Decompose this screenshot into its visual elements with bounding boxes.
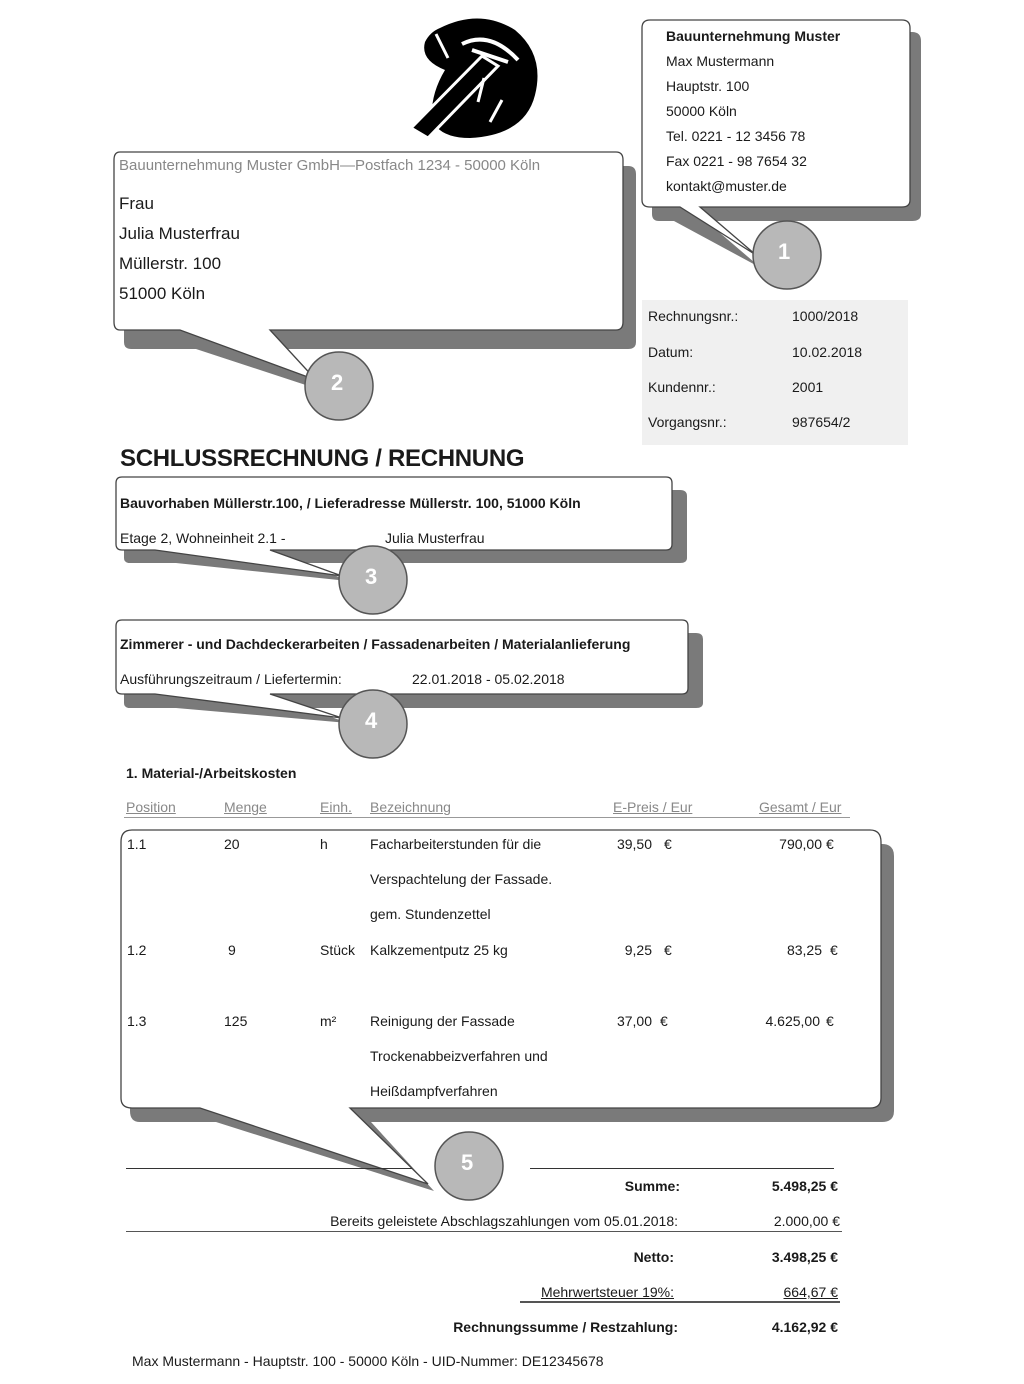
total-label-grand-total: Rechnungssumme / Restzahlung:	[453, 1319, 678, 1335]
row-description-line: Facharbeiterstunden für die	[370, 836, 542, 852]
meta-value-date: 10.02.2018	[792, 344, 863, 360]
callout-number-5: 5	[461, 1150, 474, 1175]
header-unit-price: E-Preis / Eur	[613, 799, 693, 815]
totals-divider-right	[530, 1168, 834, 1169]
project-line-1: Bauvorhaben Müllerstr.100, / Lieferadresse Müllerstr. 100, 51000 Köln	[120, 495, 581, 511]
row-total-currency: €	[826, 836, 834, 852]
sender-city: 50000 Köln	[666, 103, 737, 119]
total-value-vat: 664,67 €	[783, 1284, 838, 1300]
row-unit-price: 9,25	[624, 942, 652, 958]
header-description: Bezeichnung	[370, 799, 451, 815]
page-title: SCHLUSSRECHNUNG / RECHNUNG	[120, 445, 525, 472]
row-unit-price-currency: €	[664, 836, 672, 852]
meta-value-process-number: 987654/2	[792, 414, 851, 430]
total-value-advance-payment: 2.000,00 €	[773, 1213, 840, 1229]
recipient-salutation: Frau	[119, 194, 154, 213]
total-value-grand-total: 4.162,92 €	[771, 1319, 838, 1335]
work-line-2b: 22.01.2018 - 05.02.2018	[412, 671, 565, 687]
totals-divider-left	[126, 1168, 412, 1169]
row-total-currency: €	[830, 942, 838, 958]
row-unit: m²	[320, 1013, 337, 1029]
total-label-vat: Mehrwertsteuer 19%:	[540, 1284, 674, 1300]
sender-info	[666, 24, 840, 199]
meta-value-customer-number: 2001	[792, 379, 824, 395]
row-position: 1.3	[127, 1013, 147, 1029]
row-quantity: 125	[224, 1013, 248, 1029]
row-description-line: Verspachtelung der Fassade.	[370, 871, 553, 887]
row-total: 4.625,00	[765, 1013, 820, 1029]
row-unit-price-currency: €	[660, 1013, 668, 1029]
meta-label-customer-number: Kundennr.:	[648, 379, 716, 395]
callout-number-2: 2	[331, 370, 344, 395]
header-total: Gesamt / Eur	[759, 799, 842, 815]
row-unit-price-currency: €	[664, 942, 672, 958]
row-description-line: Trockenabbeizverfahren und	[370, 1048, 548, 1064]
return-address: Bauunternehmung Muster GmbH—Postfach 1234 - 50000 Köln	[119, 157, 541, 174]
total-label-advance-payment: Bereits geleistete Abschlagszahlungen vom 05.01.2018:	[330, 1213, 678, 1229]
vat-divider	[520, 1301, 840, 1303]
row-description-line: Heißdampfverfahren	[370, 1083, 498, 1099]
recipient-street: Müllerstr. 100	[119, 254, 222, 273]
work-line-2a: Ausführungszeitraum / Liefertermin:	[120, 671, 342, 687]
row-description-line: Reinigung der Fassade	[370, 1013, 515, 1029]
recipient-address	[119, 189, 240, 309]
total-label-net: Netto:	[633, 1249, 674, 1265]
sender-street: Hauptstr. 100	[666, 78, 750, 94]
row-total-currency: €	[826, 1013, 834, 1029]
row-unit-price: 37,00	[616, 1013, 652, 1029]
advance-payment-divider	[126, 1231, 842, 1232]
footer: Max Mustermann - Hauptstr. 100 - 50000 Köln - UID-Nummer: DE12345678	[132, 1353, 604, 1369]
callout-number-1: 1	[778, 239, 791, 264]
recipient-city: 51000 Köln	[119, 284, 206, 303]
row-position: 1.2	[127, 942, 147, 958]
sender-tel: Tel. 0221 - 12 3456 78	[666, 128, 806, 144]
hammer-nails-icon	[411, 18, 538, 138]
total-value-sum: 5.498,25 €	[771, 1178, 838, 1194]
recipient-name: Julia Musterfrau	[119, 224, 240, 243]
header-divider	[124, 817, 850, 818]
sender-fax: Fax 0221 - 98 7654 32	[666, 153, 807, 169]
meta-label-process-number: Vorgangsnr.:	[648, 414, 727, 430]
row-quantity: 9	[228, 942, 236, 958]
header-unit: Einh.	[320, 799, 352, 815]
row-description-line: Kalkzementputz 25 kg	[370, 942, 508, 958]
sender-name: Max Mustermann	[666, 53, 775, 69]
row-quantity: 20	[224, 836, 240, 852]
header-position: Position	[126, 799, 176, 815]
project-line-2b: Julia Musterfrau	[385, 530, 485, 546]
project-line-2a: Etage 2, Wohneinheit 2.1 -	[120, 530, 286, 546]
work-line-1: Zimmerer - und Dachdeckerarbeiten / Fassadenarbeiten / Materialanlieferung	[120, 636, 631, 652]
section-title: 1. Material-/Arbeitskosten	[126, 765, 297, 781]
meta-value-invoice-number: 1000/2018	[792, 308, 859, 324]
invoice-meta	[642, 300, 908, 445]
meta-label-invoice-number: Rechnungsnr.:	[648, 308, 739, 324]
row-unit-price: 39,50	[616, 836, 652, 852]
row-unit: h	[320, 836, 328, 852]
row-total: 790,00	[779, 836, 822, 852]
meta-label-date: Datum:	[648, 344, 694, 360]
sender-company: Bauunternehmung Muster	[666, 28, 841, 44]
row-description-line: gem. Stundenzettel	[370, 906, 491, 922]
sender-email[interactable]: kontakt@muster.de	[666, 178, 787, 194]
row-position: 1.1	[127, 836, 147, 852]
callout-number-4: 4	[365, 708, 378, 733]
header-quantity: Menge	[224, 799, 267, 815]
total-value-net: 3.498,25 €	[771, 1249, 838, 1265]
row-total: 83,25	[786, 942, 822, 958]
total-label-sum: Summe:	[624, 1178, 680, 1194]
row-unit: Stück	[320, 942, 356, 958]
callout-number-3: 3	[365, 564, 378, 589]
